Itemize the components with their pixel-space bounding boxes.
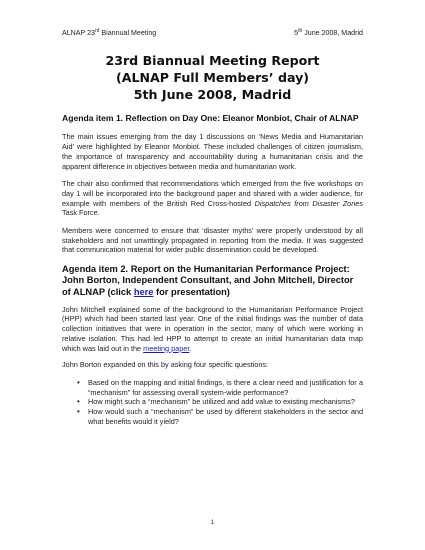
header-meeting-name: ALNAP 23rd Biannual Meeting xyxy=(62,28,157,37)
list-item: • Based on the mapping and initial findings, is there a clear need and justification for a “mechanism” for assessing overall system-wide performance? xyxy=(77,377,363,397)
presentation-link[interactable]: here xyxy=(133,286,154,297)
meeting-paper-link[interactable]: meeting paper xyxy=(143,343,190,353)
header-date: 5th June 2008, Madrid xyxy=(294,28,363,37)
report-title xyxy=(62,52,363,103)
report-title-line-1: 23rd Biannual Meeting Report xyxy=(105,53,320,68)
bullet-icon: • xyxy=(77,377,80,387)
list-item: • How might such a “mechanism” be utilized and add value to existing mechanisms? xyxy=(77,397,355,407)
agenda-item-1-paragraph-1: The main issues emerging from the day 1 discussions on ‘News Media and Humanitarian Aid’ were highlighted by Eleanor Monbiot. These included challenges of citizen journalism, the importance of transparency and accountability during a humanitarian crisis and the apparent difference in objectives between media and humanitarian work. xyxy=(62,132,363,171)
agenda-item-2-heading: Agenda item 2. Report on the Humanitarian Performance Project: John Borton, Independent Consultant, and John Mitchell, Director of ALNAP (click here for presentation) xyxy=(62,264,354,297)
agenda-item-1-paragraph-3: Members were concerned to ensure that ‘disaster myths’ were properly understood by all stakeholders and not unwittingly propagated in reporting from the media. It was suggested that communication material for wider public dissemination could be developed. xyxy=(62,226,363,255)
agenda-item-1-heading: Agenda item 1. Reflection on Day One: Eleanor Monbiot, Chair of ALNAP xyxy=(62,113,359,123)
question-list xyxy=(62,378,363,427)
page-number: 1 xyxy=(210,519,215,526)
list-item: • How would such a “mechanism” be used by different stakeholders in the sector and what benefits would it yield? xyxy=(77,407,363,426)
bullet-icon: • xyxy=(77,397,80,407)
task-force-title: Dispatches from Disaster Zones xyxy=(254,198,363,208)
report-title-line-2: (ALNAP Full Members’ day) xyxy=(115,70,310,85)
report-title-line-3: 5th June 2008, Madrid xyxy=(133,87,292,102)
running-header xyxy=(62,29,363,38)
agenda-item-1-paragraph-2: The chair also confirmed that recommendations which emerged from the five workshops on day 1 will be incorporated into the background paper and shared with a wider audience, for example with members of the British Red Cross-hosted Dispatches from Disaster Zones Task Force. xyxy=(62,179,363,218)
bullet-icon: • xyxy=(77,407,80,417)
agenda-item-2-paragraph-2: John Borton expanded on this by asking four specific questions: xyxy=(62,360,269,370)
report-body xyxy=(62,113,363,426)
agenda-item-2-paragraph-1: John Mitchell explained some of the background to the Humanitarian Performance Project (HPP) which had been started last year. One of the initial findings was the number of data collection initiatives that were in operation in the sector, many of which were working in relative isolation. This had led HPP to attempt to create an initial humanitarian data map which was laid out in the meeting paper. xyxy=(62,304,363,353)
